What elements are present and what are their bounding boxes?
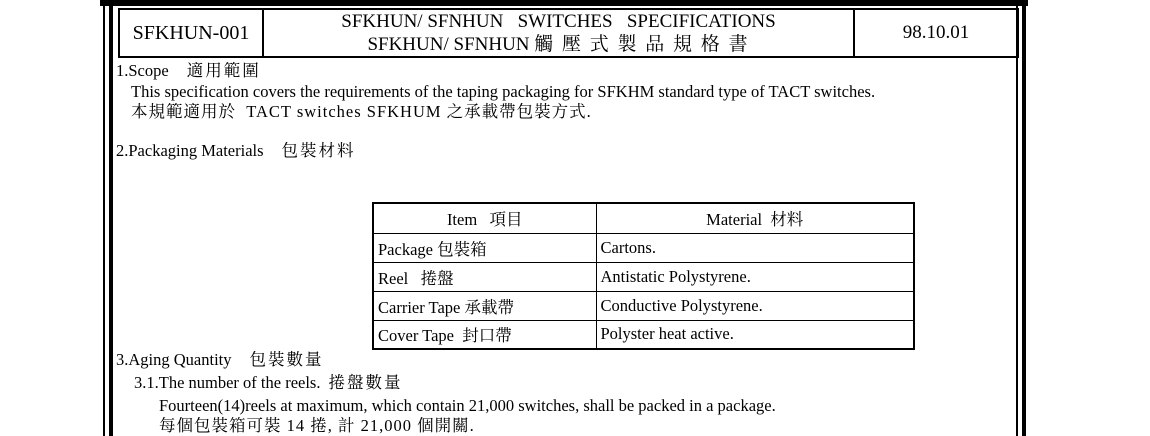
section-3-heading-en: 3.Aging Quantity	[116, 350, 232, 369]
table-row	[373, 291, 914, 320]
aging-body-chinese: 每個包裝箱可裝 14 捲, 計 21,000 個開關.	[159, 416, 475, 435]
materials-table	[372, 202, 915, 350]
table-row	[373, 320, 914, 349]
page-right-border-outer	[1022, 4, 1026, 436]
scope-body-english: This specification covers the requirements of the taping packaging for SFKHM standard type of TACT switches.	[131, 82, 876, 101]
title-english: SFKHUN/ SFNHUN SWITCHES SPECIFICATIONS	[341, 11, 776, 32]
page-left-border-inner	[109, 4, 113, 436]
section-3-heading	[116, 350, 324, 370]
table-cell-material: Cartons.	[596, 233, 914, 262]
page-right-border-inner	[1016, 4, 1018, 436]
header-table	[118, 8, 1019, 58]
doc-number: SFKHUN-001	[120, 10, 264, 56]
title-chinese-cjk-part: 觸 壓 式 製 品 規 格 書	[534, 34, 750, 55]
section-2-heading-en: 2.Packaging Materials	[116, 141, 264, 160]
materials-table-header-row	[373, 203, 914, 233]
section-1-heading-zh: 適用範圍	[186, 61, 261, 80]
section-3-1-heading-en: 3.1.The number of the reels.	[134, 373, 321, 392]
table-cell-material: Polyster heat active.	[596, 320, 914, 349]
materials-table-header-item: Item 項目	[373, 203, 596, 233]
section-3-heading-zh: 包裝數量	[249, 350, 324, 369]
table-row	[373, 233, 914, 262]
table-cell-material: Conductive Polystyrene.	[596, 291, 914, 320]
title-chinese	[367, 33, 749, 56]
title-chinese-latin-part: SFKHUN/ SFNHUN	[367, 34, 535, 55]
document-title	[264, 10, 855, 56]
section-1-heading-en: 1.Scope	[116, 61, 169, 80]
table-cell-item: Package 包裝箱	[373, 233, 596, 262]
table-cell-item: Cover Tape 封口帶	[373, 320, 596, 349]
page-top-border	[100, 0, 1028, 6]
section-3-1-heading-zh: 捲盤數量	[328, 373, 403, 392]
page-left-border-outer	[103, 4, 105, 436]
table-cell-material: Antistatic Polystyrene.	[596, 262, 914, 291]
section-2-heading-zh: 包裝材料	[281, 141, 356, 160]
table-cell-item: Carrier Tape 承載帶	[373, 291, 596, 320]
table-row	[373, 262, 914, 291]
section-1-heading	[116, 61, 261, 81]
document-date: 98.10.01	[902, 22, 970, 43]
scope-body-chinese: 本規範適用於 TACT switches SFKHUM 之承載帶包裝方式.	[131, 102, 592, 121]
table-cell-item: Reel 捲盤	[373, 262, 596, 291]
materials-table-header-material: Material 材料	[596, 203, 914, 233]
section-2-heading	[116, 141, 356, 161]
section-3-1-heading	[134, 373, 402, 393]
aging-body-english: Fourteen(14)reels at maximum, which contain 21,000 switches, shall be packed in a package.	[159, 396, 776, 415]
